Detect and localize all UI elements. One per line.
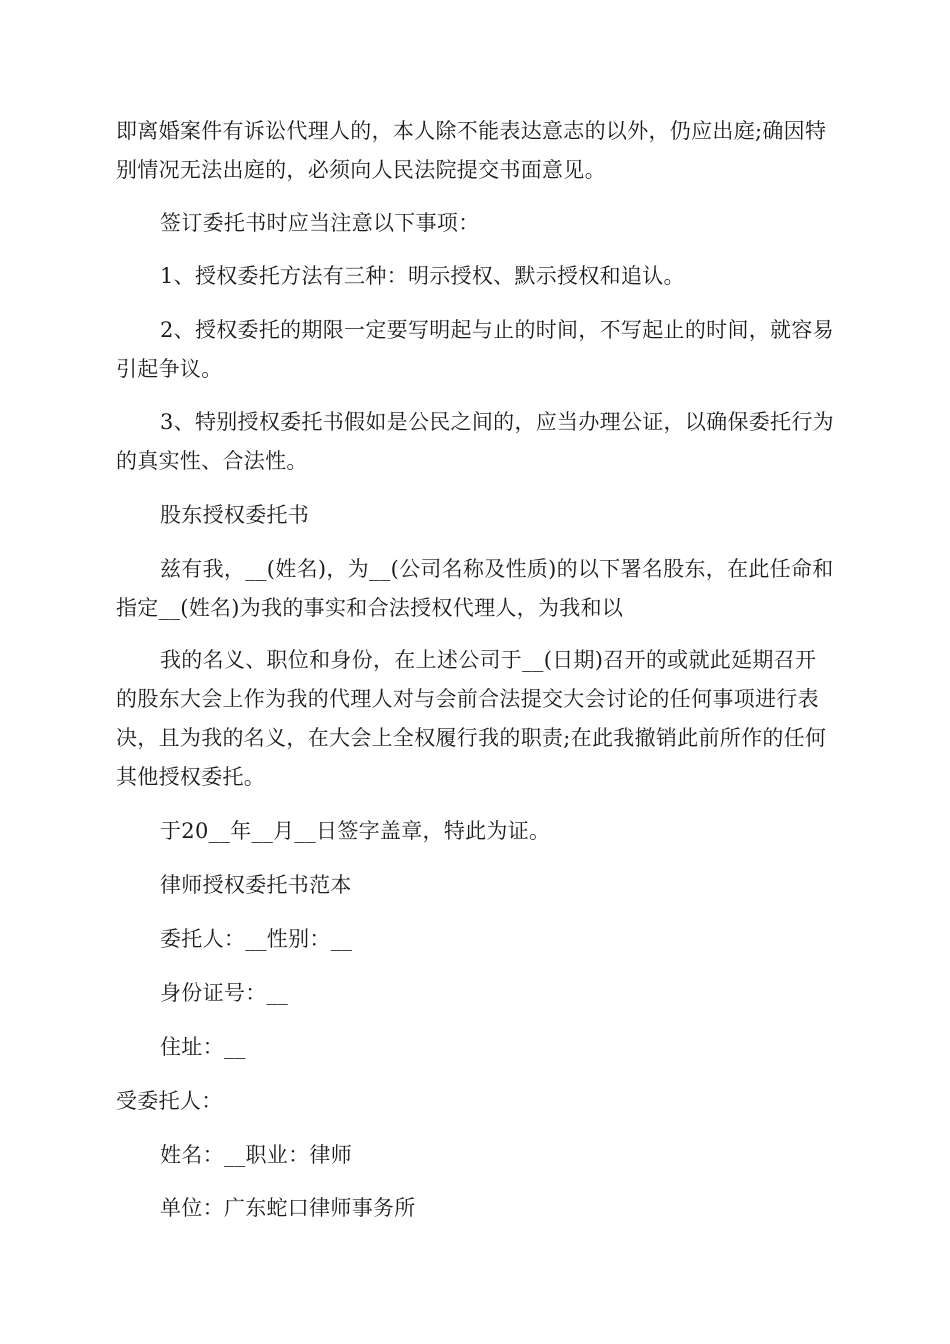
section-title-lawyer-proxy-template: 律师授权委托书范本	[160, 873, 352, 897]
field-id-number: 身份证号：__	[160, 981, 289, 1005]
paragraph-divorce-appearance: 即离婚案件有诉讼代理人的，本人除不能表达意志的以外，仍应出庭;确因特别情况无法出庭的，必须向人民法院提交书面意见。	[116, 119, 827, 182]
field-address: 住址：__	[160, 1035, 246, 1059]
paragraph-note-2: 2、授权委托的期限一定要写明起与止的时间，不写起止的时间，就容易引起争议。	[116, 318, 834, 381]
paragraph-note-1: 1、授权委托方法有三种：明示授权、默示授权和追认。	[160, 264, 685, 288]
field-agent-heading: 受委托人：	[116, 1089, 223, 1113]
section-title-shareholder-proxy: 股东授权委托书	[160, 503, 310, 527]
paragraph-shareholder-authority: 我的名义、职位和身份，在上述公司于__(日期)召开的或就此延期召开的股东大会上作为我的代理人对与会前合法提交大会讨论的任何事项进行表决，且为我的名义，在大会上全权履行我的职责;在此我撤销此前所作的任何其他授权委托。	[116, 648, 827, 789]
field-employer: 单位：广东蛇口律师事务所	[160, 1196, 416, 1220]
field-principal-gender: 委托人：__性别：__	[160, 927, 353, 951]
paragraph-note-3: 3、特别授权委托书假如是公民之间的，应当办理公证，以确保委托行为的真实性、合法性。	[116, 410, 834, 473]
field-name-occupation: 姓名：__职业：律师	[160, 1143, 352, 1167]
paragraph-signature-date: 于20__年__月__日签字盖章，特此为证。	[160, 819, 551, 843]
paragraph-shareholder-appointment: 兹有我，__(姓名)，为__(公司名称及性质)的以下署名股东，在此任命和指定__(姓名)为我的事实和合法授权代理人，为我和以	[116, 557, 834, 620]
paragraph-signing-notes-heading: 签订委托书时应当注意以下事项：	[160, 211, 480, 235]
